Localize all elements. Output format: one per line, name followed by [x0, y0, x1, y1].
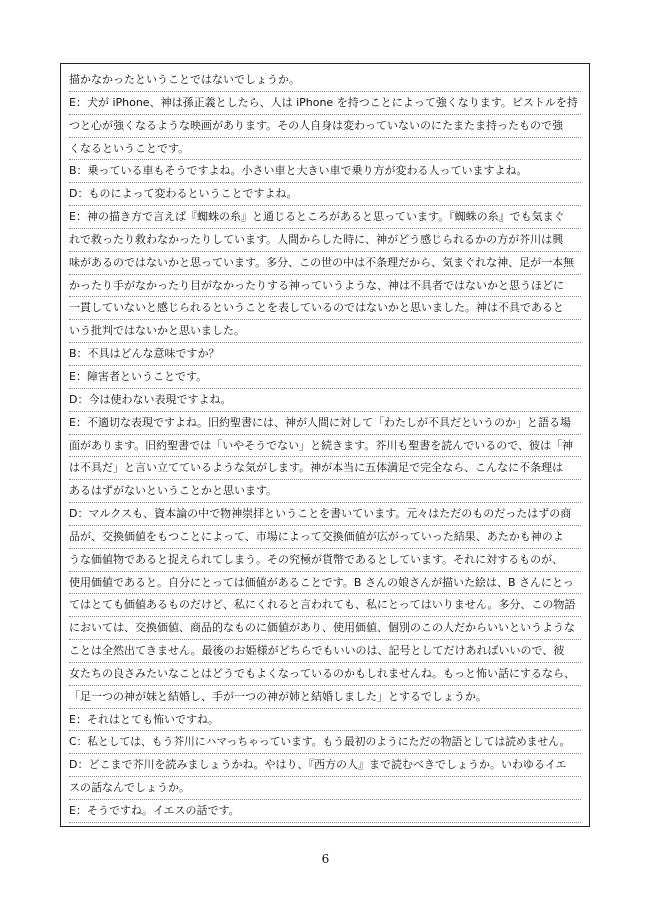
text-line: E：障害者ということです。: [69, 366, 581, 389]
text-line: 描かなかったということではないでしょうか。: [69, 69, 581, 92]
text-line: ことは全然出てきません。最後のお姫様がどちらでもいいのは、記号としてだけあればいいので、彼: [69, 640, 581, 663]
text-line: てはとても価値あるものだけど、私にくれると言われても、私にとってはいりません。多分、この物語: [69, 594, 581, 617]
text-line: 味があるのではないかと思っています。多分、この世の中は不条理だから、気まぐれな神、足が一本無: [69, 252, 581, 275]
text-line: くなるということです。: [69, 138, 581, 161]
text-line: D：ものによって変わるということですよね。: [69, 183, 581, 206]
text-line: 「足一つの神が妹と結婚し、手が一つの神が姉と結婚しました」とするでしょうか。: [69, 686, 581, 709]
text-line: E：不適切な表現ですよね。旧約聖書には、神が人間に対して「わたしが不具だというのか」と語る場: [69, 412, 581, 435]
text-line: においては、交換価値、商品的なものに価値があり、使用価値、個別のこの人だからいいというような: [69, 617, 581, 640]
text-line: 一貫していないと感じられるということを表しているのではないかと思いました。神は不具であると: [69, 297, 581, 320]
text-line: E：それはとても怖いですね。: [69, 709, 581, 732]
page-number: 6: [321, 852, 330, 866]
text-line: 面があります。旧約聖書では「いやそうでない」と続きます。芥川も聖書を読んでいるので、彼は「神: [69, 435, 581, 458]
text-line: 女たちの良さみたいなことはどうでもよくなっているのかもしれませんね。もっと怖い話にするなら、: [69, 663, 581, 686]
text-line: D：マルクスも、資本論の中で物神崇拝ということを書いています。元々はただのものだったはずの商: [69, 503, 581, 526]
text-line: うな価値物であると捉えられてしまう。その究極が貨幣であるとしています。それに対するものが、: [69, 549, 581, 572]
text-line: スの話なんでしょうか。: [69, 777, 581, 800]
text-line: かったり手がなかったり目がなかったりする神っていうような、神は不具者ではないかと思うほどに: [69, 275, 581, 298]
text-line: れで救ったり救わなかったりしています。人間からした時に、神がどう感じられるかの方が芥川は興: [69, 229, 581, 252]
text-line: は不具だ」と言い立てているような気がします。神が本当に五体満足で完全なら、こんなに不条理は: [69, 457, 581, 480]
text-line: つと心が強くなるような映画があります。その人自身は変わっていないのにたまたま持ったもので強: [69, 115, 581, 138]
text-line: いう批判ではないかと思いました。: [69, 320, 581, 343]
text-frame: [60, 63, 590, 827]
text-line: D：今は使わない表現ですよね。: [69, 389, 581, 412]
text-line: E：そうですね。イエスの話です。: [69, 800, 581, 823]
text-line: C：私としては、もう芥川にハマっちゃっています。もう最初のようにただの物語としては読めません。: [69, 731, 581, 754]
text-line: あるはずがないということかと思います。: [69, 480, 581, 503]
text-line: B：乗っている車もそうですよね。小さい車と大きい車で乗り方が変わる人っていますよね。: [69, 160, 581, 183]
text-line: B：不具はどんな意味ですか？: [69, 343, 581, 366]
text-line: E：犬が iPhone、神は孫正義としたら、人は iPhone を持つことによって強くなります。ピストルを持: [69, 92, 581, 115]
text-line: D：どこまで芥川を読みましょうかね。やはり、『西方の人』まで読むべきでしょうか。いわゆるイエ: [69, 754, 581, 777]
text-line: [69, 823, 581, 827]
text-line: E：神の描き方で言えば『蜘蛛の糸』と通じるところがあると思っています。『蜘蛛の糸』でも気まぐ: [69, 206, 581, 229]
text-line: 品が、交換価値をもつことによって、市場によって交換価値が広がっていった結果、あたかも神のよ: [69, 526, 581, 549]
text-line: 使用価値であると。自分にとっては価値があることです。B さんの娘さんが描いた絵は、B さんにとっ: [69, 572, 581, 595]
